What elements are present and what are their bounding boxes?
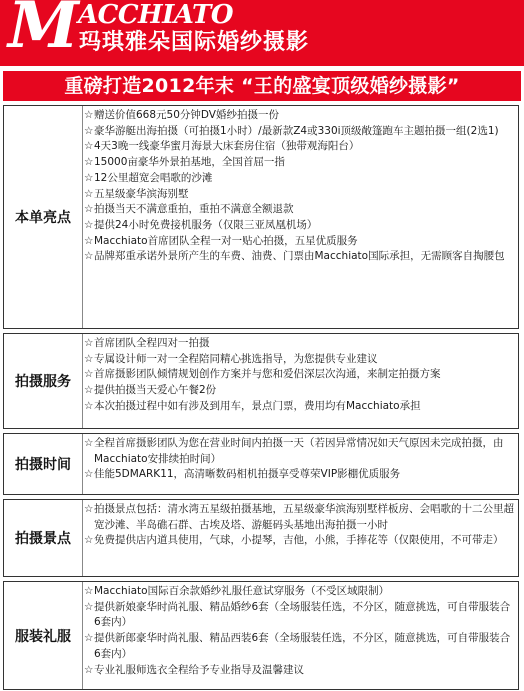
- list-item: ☆五星级豪华滨海别墅: [84, 187, 516, 203]
- brand-banner: [0, 0, 524, 66]
- section-shooting-spots: [3, 499, 519, 577]
- star-bullet-icon: ☆: [84, 203, 94, 216]
- list-item: ☆首席摄影团队倾情规划创作方案并与您和爱侣深层次沟通，来制定拍摄方案: [84, 367, 516, 383]
- section-costume: [3, 581, 519, 690]
- section-highlights: [3, 105, 519, 329]
- section-label: 拍摄景点: [4, 500, 83, 576]
- star-bullet-icon: ☆: [84, 534, 94, 547]
- star-bullet-icon: ☆: [84, 468, 94, 481]
- section-items: [84, 334, 516, 428]
- star-bullet-icon: ☆: [84, 399, 94, 412]
- brand-subtitle: 玛琪雅朵国际婚纱摄影: [79, 30, 310, 55]
- star-bullet-icon: ☆: [84, 663, 94, 676]
- list-item: ☆提供拍摄当天爱心午餐2份: [84, 383, 516, 399]
- list-item: ☆4天3晚一线豪华蜜月海景大床套房住宿（独带观海阳台）: [84, 139, 516, 155]
- section-shooting-time: [3, 433, 519, 495]
- list-item: ☆免费提供店内道具使用，气球，小提琴，吉他，小熊，手捧花等（仅限使用，不可带走）: [84, 533, 516, 549]
- list-item: ☆专属设计师一对一全程陪同精心挑选指导，为您提供专业建议: [84, 352, 516, 368]
- list-item: ☆专业礼服师选衣全程给予专业指导及温馨建议: [84, 663, 516, 679]
- section-label: 服装礼服: [4, 582, 83, 689]
- star-bullet-icon: ☆: [84, 109, 94, 121]
- headline: 重磅打造2012年末 “王的盛宴顶级婚纱摄影”: [64, 75, 460, 97]
- star-bullet-icon: ☆: [84, 503, 94, 515]
- star-bullet-icon: ☆: [84, 140, 94, 153]
- section-items: [84, 434, 516, 494]
- star-bullet-icon: ☆: [84, 632, 94, 645]
- star-bullet-icon: ☆: [84, 187, 94, 200]
- logo-word: ACCHIATO: [78, 0, 234, 30]
- list-item: ☆提供新郎豪华时尚礼服、精品西装6套（全场服装任选，不分区，随意挑选，可自带服装合6套内）: [84, 632, 511, 660]
- star-bullet-icon: ☆: [84, 384, 94, 397]
- star-bullet-icon: ☆: [84, 337, 94, 349]
- list-item: ☆全程首席摄影团队为您在营业时间内拍摄一天（若因异常情况如天气原因未完成拍摄，由Macchiato安排续拍时间）: [84, 437, 504, 465]
- star-bullet-icon: ☆: [84, 437, 94, 449]
- star-bullet-icon: ☆: [84, 585, 94, 597]
- list-item: ☆Macchiato首席团队全程一对一贴心拍摄，五星优质服务: [84, 234, 516, 250]
- section-label: 拍摄时间: [4, 434, 83, 494]
- list-item: ☆首席团队全程四对一拍摄: [84, 336, 516, 352]
- section-label: 本单亮点: [4, 106, 83, 328]
- star-bullet-icon: ☆: [84, 171, 94, 184]
- star-bullet-icon: ☆: [84, 352, 94, 365]
- star-bullet-icon: ☆: [84, 218, 94, 231]
- list-item: ☆提供新娘豪华时尚礼服、精品婚纱6套（全场服装任选，不分区，随意挑选，可自带服装合6套内）: [84, 600, 511, 629]
- star-bullet-icon: ☆: [84, 250, 94, 263]
- list-item: ☆提供24小时免费接机服务（仅限三亚凤凰机场）: [84, 218, 516, 234]
- section-label: 拍摄服务: [4, 334, 83, 428]
- star-bullet-icon: ☆: [84, 124, 94, 137]
- section-items: [84, 106, 516, 328]
- section-items: [84, 582, 516, 689]
- star-bullet-icon: ☆: [84, 600, 94, 613]
- list-item: ☆12公里超宽会唱歌的沙滩: [84, 171, 516, 187]
- list-item: ☆拍摄景点包括：清水湾五星级拍摄基地，五星级豪华滨海别墅样板房、会唱歌的十二公里超宽沙滩、半岛礁石群、古埃及塔、游艇码头基地出海拍摄一小时: [84, 503, 514, 531]
- list-item: ☆品牌郑重承诺外景所产生的车费、油费、门票由Macchiato国际承担，无需顾客自掏腰包: [84, 249, 516, 265]
- headline-band: [3, 71, 521, 101]
- section-items: [84, 500, 516, 576]
- list-item: ☆豪华游艇出海拍摄（可拍摄1小时）/最新款Z4或330i顶级敞篷跑车主题拍摄一组(2选1): [84, 124, 516, 140]
- list-item: ☆本次拍摄过程中如有涉及到用车，景点门票，费用均有Macchiato承担: [84, 399, 516, 415]
- list-item: ☆赠送价值668元50分钟DV婚纱拍摄一份: [84, 108, 516, 124]
- list-item: ☆15000亩豪华外景拍基地，全国首屈一指: [84, 155, 516, 171]
- star-bullet-icon: ☆: [84, 234, 94, 247]
- list-item: ☆佳能5DMARK11，高清晰数码相机拍摄享受尊荣VIP影棚优质服务: [84, 467, 516, 483]
- star-bullet-icon: ☆: [84, 156, 94, 169]
- list-item: ☆Macchiato国际百余款婚纱礼服任意试穿服务（不受区域限制）: [84, 584, 516, 600]
- star-bullet-icon: ☆: [84, 368, 94, 381]
- section-shooting-service: [3, 333, 519, 429]
- logo-letter: M: [8, 0, 77, 63]
- list-item: ☆拍摄当天不满意重拍，重拍不满意全额退款: [84, 202, 516, 218]
